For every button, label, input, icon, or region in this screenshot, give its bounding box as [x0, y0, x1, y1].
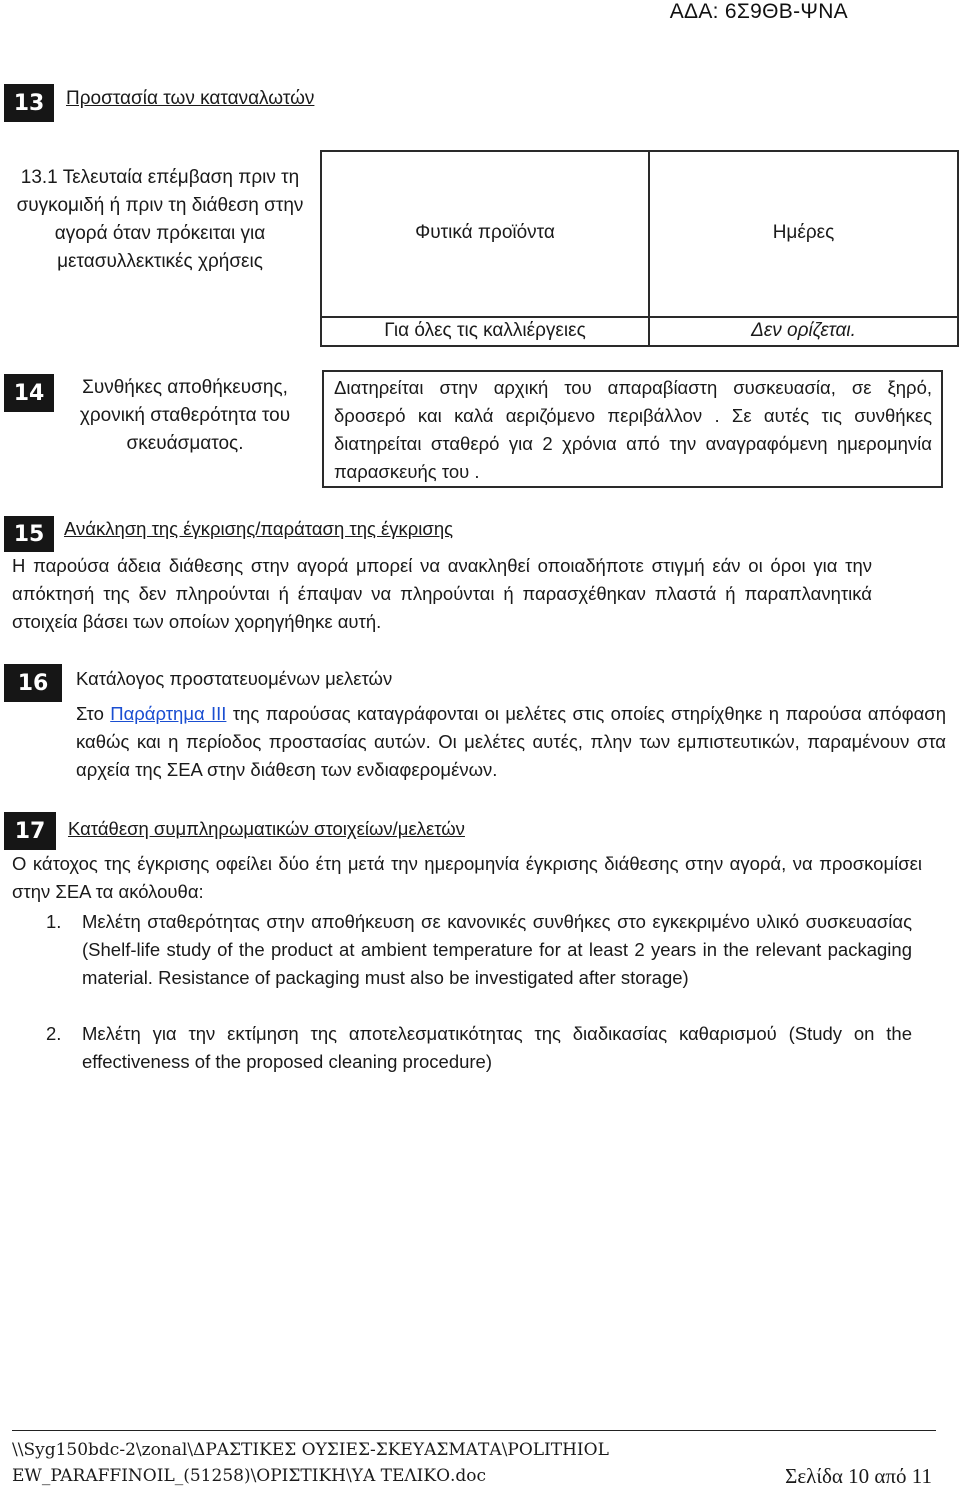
phi-table-header-days: [648, 150, 959, 318]
phi-col-plants-header: Φυτικά προϊόντα: [415, 222, 555, 243]
phi-table-row-days: [648, 316, 959, 347]
page-number: Σελίδα 10 από 11: [785, 1464, 932, 1488]
phi-col-days-header: Ημέρες: [772, 222, 835, 243]
section-label-14: Συνθήκες αποθήκευσης, χρονική σταθερότητα του σκευάσματος.: [79, 377, 291, 454]
section-number-15: 15: [4, 516, 54, 552]
section-title-13: Προστασία των καταναλωτών: [66, 88, 315, 109]
footer-divider: [12, 1430, 936, 1431]
section-number-17: 17: [4, 812, 56, 850]
section-title-16: Κατάλογος προστατευομένων μελετών: [76, 668, 393, 689]
footer-path-2: EW_PARAFFINOIL_(51258)\ΟΡΙΣΤΙΚΗ\ΥΑ ΤΕΛΙΚΟ.doc: [12, 1466, 487, 1486]
protected-studies-text: [76, 700, 946, 784]
protected-studies-post: της παρούσας καταγράφονται οι μελέτες στις οποίες στηρίχθηκε η παρούσα απόφαση καθώς και η περίοδος προστασίας αυτών. Οι μελέτες αυτές, πλην των εμπιστευτικών, παραμένουν στα αρχεία της ΣΕΑ στην διάθεση των ενδιαφερομένων.: [76, 703, 947, 780]
phi-row-plants-value: Για όλες τις καλλιέργειες: [384, 320, 586, 341]
revocation-text: Η παρούσα άδεια διάθεσης στην αγορά μπορεί να ανακληθεί οποιαδήποτε στιγμή εάν οι όροι για την απόκτησή της δεν πληρούνται ή έπαψαν να πληρούνται ή παρασχέθηκαν πλαστά ή παραπλανητικά στοιχεία βάσει των οποίων χορηγήθηκε αυτή.: [12, 555, 872, 632]
section-title-17: Κατάθεση συμπληρωματικών στοιχείων/μελετών: [68, 818, 465, 839]
storage-text: Διατηρείται στην αρχική του απαραβίαστη συσκευασία, σε ξηρό, δροσερό και καλά αεριζόμενο περιβάλλον . Σε αυτές τις συνθήκες διατηρείται σταθερό για 2 χρόνια από την αναγραφόμενη ημερομηνία παρασκευής του .: [334, 377, 932, 482]
section-number-14: 14: [4, 374, 54, 412]
section-number-13: 13: [4, 84, 54, 122]
list-item-marker: 1.: [46, 911, 62, 932]
subsection-13-1-text: Τελευταία επέμβαση πριν τη συγκομιδή ή πριν τη διάθεση στην αγορά όταν πρόκειται για μετασυλλεκτικές χρήσεις: [16, 167, 304, 272]
list-item: Μελέτη σταθερότητας στην αποθήκευση σε κανονικές συνθήκες στο εγκεκριμένο υλικό συσκευασίας (Shelf-life study of the product at ambient temperature for at least 2 years in the relevant packaging material. Resistance of packaging must also be investigated after storage): [82, 911, 912, 988]
annex-iii-link[interactable]: Παράρτημα ΙΙΙ: [110, 703, 227, 724]
phi-table-header-plants: [320, 150, 650, 318]
list-item: Μελέτη για την εκτίμηση της αποτελεσματικότητας της διαδικασίας καθαρισμού (Study on the effectiveness of the proposed cleaning procedure): [82, 1023, 912, 1072]
ada-code: ΑΔΑ: 6Σ9ΘΒ-ΨΝΑ: [669, 0, 848, 23]
section-number-16: 16: [4, 664, 62, 702]
subsection-13-1-label: [10, 164, 310, 276]
protected-studies-pre: Στο: [76, 703, 111, 724]
supplementary-intro: Ο κάτοχος της έγκρισης οφείλει δύο έτη μετά την ημερομηνία έγκρισης διάθεσης στην αγορά, να προσκομίσει στην ΣΕΑ τα ακόλουθα:: [12, 853, 922, 902]
phi-table-row-plants: [320, 316, 650, 347]
subsection-13-1-number: 13.1: [20, 167, 58, 188]
list-item-marker: 2.: [46, 1023, 62, 1044]
section-title-15: Ανάκληση της έγκρισης/παράταση της έγκρισης: [64, 518, 454, 539]
phi-row-days-value: Δεν ορίζεται.: [751, 320, 856, 341]
footer-path-1: \\Syg150bdc-2\zonal\ΔΡΑΣΤΙΚΕΣ ΟΥΣΙΕΣ-ΣΚΕΥΑΣΜΑΤΑ\POLITHIOL: [12, 1440, 609, 1460]
